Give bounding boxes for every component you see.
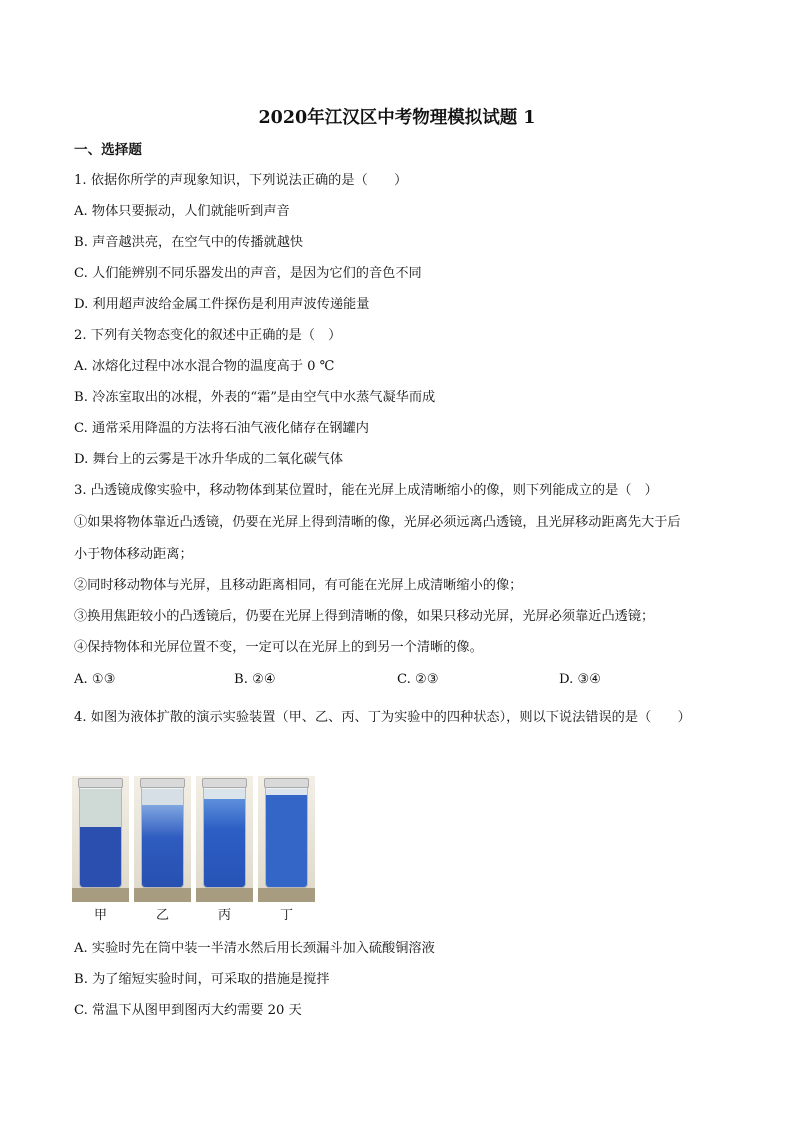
- figure-label-jia: 甲: [93, 908, 107, 923]
- question-3-choice-d: D. ③④: [559, 672, 602, 687]
- question-4-stem: 4. 如图为液体扩散的演示实验装置（甲、乙、丙、丁为实验中的四种状态），则以下说法错误的是（ ）: [74, 710, 691, 725]
- question-3-choice-c: C. ②③: [397, 672, 439, 687]
- question-2-option-c: C. 通常采用降温的方法将石油气液化储存在钢罐内: [74, 421, 369, 436]
- question-3-statement-3: ③换用焦距较小的凸透镜后，仍要在光屏上得到清晰的像，如果只移动光屏，光屏必须靠近凸透镜；: [74, 609, 655, 624]
- question-1-option-d: D. 利用超声波给金属工件探伤是利用声波传递能量: [74, 297, 370, 312]
- tube-photo-jia: [72, 776, 129, 902]
- question-4-option-c: C. 常温下从图甲到图丙大约需要 20 天: [74, 1003, 302, 1018]
- figure-label-yi: 乙: [155, 908, 169, 923]
- question-4-option-a: A. 实验时先在筒中装一半清水然后用长颈漏斗加入硫酸铜溶液: [74, 941, 435, 956]
- question-4-option-b: B. 为了缩短实验时间，可采取的措施是搅拌: [74, 972, 330, 987]
- tube-photo-ding: [258, 776, 315, 902]
- question-3-stem: 3. 凸透镜成像实验中，移动物体到某位置时，能在光屏上成清晰缩小的像，则下列能成立的是（ ）: [74, 483, 658, 498]
- figure-label-bing: 丙: [217, 908, 231, 923]
- figure-label-ding: 丁: [279, 908, 293, 923]
- exam-title: 2020年江汉区中考物理模拟试题 1: [258, 108, 536, 128]
- question-1-stem: 1. 依据你所学的声现象知识，下列说法正确的是（ ）: [74, 173, 408, 188]
- question-3-choice-b: B. ②④: [234, 672, 276, 687]
- question-3-statement-2: ②同时移动物体与光屏，且移动距离相同，有可能在光屏上成清晰缩小的像；: [74, 578, 523, 593]
- tube-photo-yi: [134, 776, 191, 902]
- question-1-option-b: B. 声音越洪亮，在空气中的传播就越快: [74, 235, 304, 250]
- question-2-option-b: B. 冷冻室取出的冰棍，外表的“霜”是由空气中水蒸气凝华而成: [74, 390, 436, 405]
- question-3-statement-4: ④保持物体和光屏位置不变，一定可以在光屏上的到另一个清晰的像。: [74, 640, 483, 655]
- question-3-statement-1: ①如果将物体靠近凸透镜，仍要在光屏上得到清晰的像，光屏必须远离凸透镜，且光屏移动距离先大于后: [74, 515, 681, 530]
- question-3-statement-1-cont: 小于物体移动距离；: [74, 547, 193, 562]
- question-2-option-d: D. 舞台上的云雾是干冰升华成的二氧化碳气体: [74, 452, 344, 467]
- question-1-option-a: A. 物体只要振动，人们就能听到声音: [74, 204, 290, 219]
- question-2-option-a: A. 冰熔化过程中冰水混合物的温度高于 0 ℃: [74, 359, 335, 374]
- question-1-option-c: C. 人们能辨别不同乐器发出的声音，是因为它们的音色不同: [74, 266, 422, 281]
- question-3-choice-a: A. ①③: [74, 672, 116, 687]
- tube-photo-bing: [196, 776, 253, 902]
- section-heading: 一、选择题: [74, 142, 142, 158]
- question-2-stem: 2. 下列有关物态变化的叙述中正确的是（ ）: [74, 328, 342, 343]
